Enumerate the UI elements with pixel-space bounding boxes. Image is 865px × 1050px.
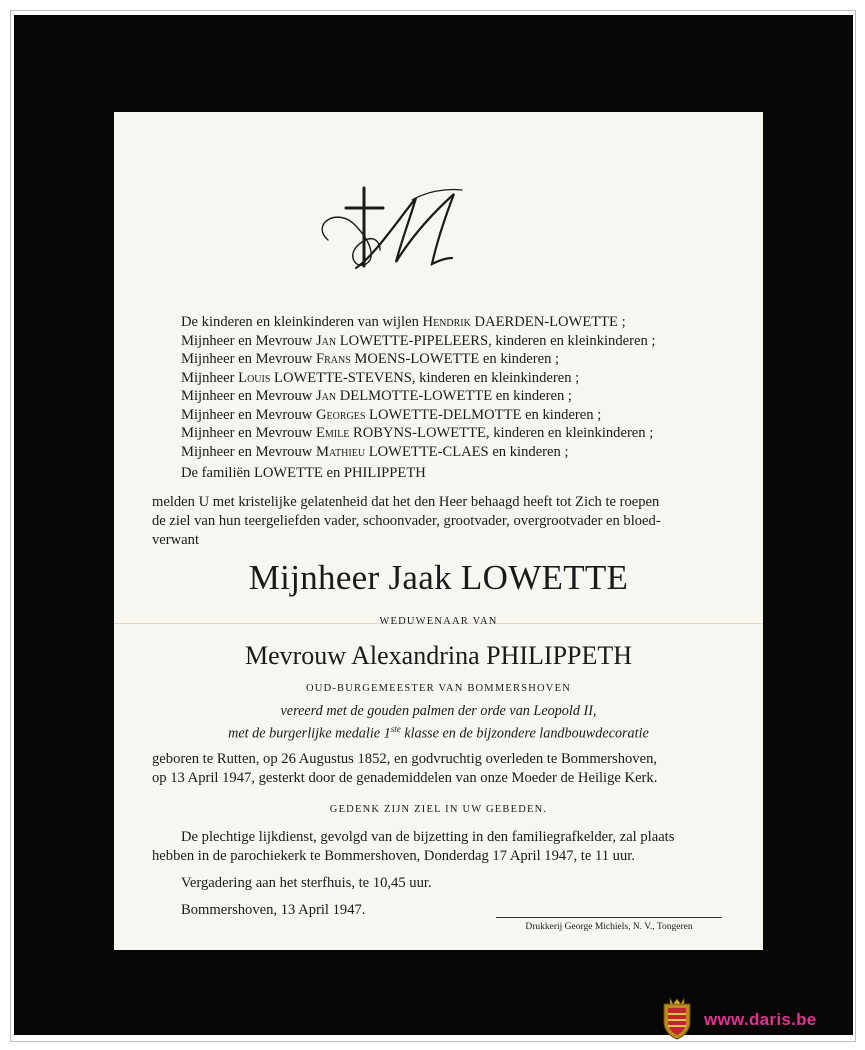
family-line: Mijnheer Louis LOWETTE-STEVENS, kinderen en kleinkinderen ;: [181, 369, 580, 386]
birth-death-line: geboren te Rutten, op 26 Augustus 1852, en godvruchtig overleden te Bommershoven,: [152, 751, 658, 767]
family-line: Mijnheer en Mevrouw Emile ROBYNS-LOWETTE, kinderen en kleinkinderen ;: [181, 425, 654, 441]
coat-of-arms-icon: [660, 996, 694, 1040]
announcement-line: verwant: [152, 532, 200, 548]
gathering-line: Vergadering aan het sterfhuis, te 10,45 uur.: [181, 875, 432, 891]
announcement-line: melden U met kristelijke gelatenheid dat het den Heer behaagd heeft tot Zich te roepen: [152, 494, 660, 510]
announcement-line: de ziel van hun teergeliefden vader, schoonvader, grootvader, overgrootvader en bloed-: [152, 513, 661, 529]
prayer-line: GEDENK ZIJN ZIEL IN UW GEBEDEN.: [329, 804, 548, 815]
family-line: Mijnheer en Mevrouw Georges LOWETTE-DELMOTTE en kinderen ;: [181, 406, 602, 423]
cross-monogram-icon: [316, 184, 476, 276]
family-line: Mijnheer en Mevrouw Jan LOWETTE-PIPELEERS, kinderen en kleinkinderen ;: [181, 332, 656, 349]
widower-label: WEDUWENAAR VAN: [379, 616, 498, 627]
printer-rule: [496, 917, 722, 918]
funeral-line: hebben in de parochiekerk te Bommershoven, Donderdag 17 April 1947, te 11 uur.: [152, 848, 635, 864]
honours-line: vereerd met de gouden palmen der orde van Leopold II,: [280, 703, 597, 719]
spouse-name: Mevrouw Alexandrina PHILIPPETH: [244, 641, 633, 670]
family-line: Mijnheer en Mevrouw Mathieu LOWETTE-CLAES en kinderen ;: [181, 443, 569, 460]
funeral-line: De plechtige lijkdienst, gevolgd van de bijzetting in den familiegrafkelder, zal plaats: [181, 829, 675, 845]
printer-credit: Drukkerij George Michiels, N. V., Tongeren: [525, 922, 693, 932]
family-line: De familiën LOWETTE en PHILIPPETH: [181, 465, 426, 481]
family-line: Mijnheer en Mevrouw Jan DELMOTTE-LOWETTE en kinderen ;: [181, 388, 572, 404]
title-line: OUD-BURGEMEESTER VAN BOMMERSHOVEN: [306, 683, 571, 694]
mourning-card: [114, 112, 763, 950]
birth-death-line: op 13 April 1947, gesterkt door de genademiddelen van onze Moeder de Heilige Kerk.: [152, 770, 658, 786]
family-line: De kinderen en kleinkinderen van wijlen Hendrik DAERDEN-LOWETTE ;: [181, 314, 626, 330]
deceased-name: Mijnheer Jaak LOWETTE: [248, 558, 629, 597]
honours-line: met de burgerlijke medalie 1ste klasse en de bijzondere landbouwdecoratie: [228, 724, 649, 742]
family-line: Mijnheer en Mevrouw Frans MOENS-LOWETTE en kinderen ;: [181, 351, 560, 367]
source-watermark[interactable]: www.daris.be: [704, 1010, 817, 1029]
place-date: Bommershoven, 13 April 1947.: [181, 902, 366, 918]
